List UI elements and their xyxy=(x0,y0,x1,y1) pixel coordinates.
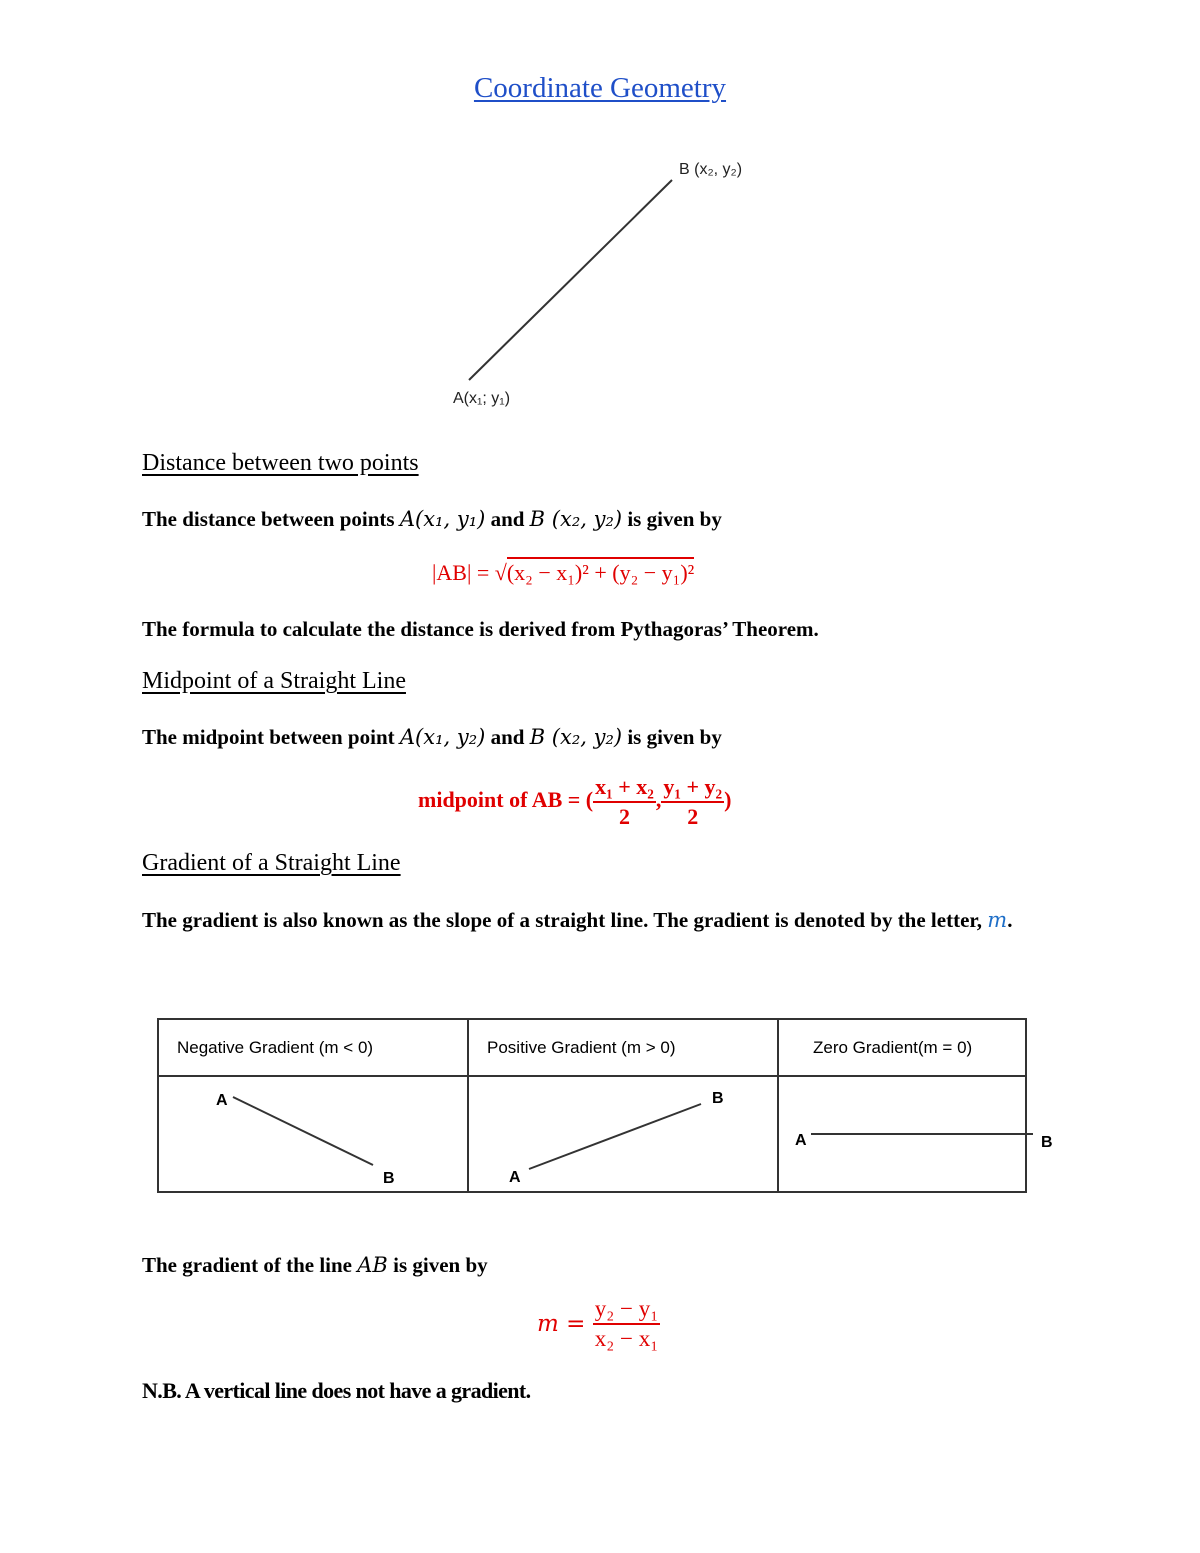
point-b-label: B (x₂, y₂) xyxy=(679,161,743,178)
table-diagram-row xyxy=(158,1076,1026,1192)
zero-point-a: A xyxy=(795,1132,807,1149)
midpoint-point-a-coord: A(x₁, y₂) xyxy=(399,725,486,749)
page-title: Coordinate Geometry xyxy=(473,72,727,104)
distance-note: The formula to calculate the distance is derived from Pythagoras’ Theorem. xyxy=(142,617,819,641)
zero-gradient-cell xyxy=(778,1076,1053,1192)
distance-formula xyxy=(432,560,694,586)
zero-gradient-line xyxy=(779,1077,1069,1191)
gradient-types-table xyxy=(157,1018,1053,1193)
distance-intro-tail: is given by xyxy=(622,507,722,531)
midpoint-intro-text: The midpoint between point xyxy=(142,725,400,749)
midpoint-intro xyxy=(142,722,722,753)
midpoint-x-denominator: 2 xyxy=(618,804,630,829)
distance-intro-text: The distance between points xyxy=(142,507,400,531)
gradient-description-text: The gradient is also known as the slope of a straight line. The gradient is denoted by the letter, xyxy=(142,908,988,932)
midpoint-y-numerator: y₁ + y₂ xyxy=(661,774,724,803)
distance-formula-radicand: (x₂ − x₁)² + (y₂ − y₁)² xyxy=(507,557,694,585)
zero-point-b: B xyxy=(1041,1134,1053,1151)
distance-intro-and: and xyxy=(485,507,530,531)
midpoint-close-paren: ) xyxy=(724,787,732,813)
gradient-numerator: y₂ − y₁ xyxy=(593,1296,661,1325)
m-letter: m xyxy=(987,908,1008,932)
gradient-formula xyxy=(537,1296,660,1352)
gradient-denominator: x₂ − x₁ xyxy=(594,1326,659,1351)
neg-point-b: B xyxy=(383,1170,395,1187)
positive-gradient-header: Positive Gradient (m > 0) xyxy=(468,1019,778,1076)
gradient-formula-intro-tail: is given by xyxy=(387,1253,488,1277)
point-b-coord: B (x₂, y₂) xyxy=(529,507,623,531)
midpoint-formula-label: midpoint of AB = ( xyxy=(418,787,594,813)
midpoint-heading: Midpoint of a Straight Line xyxy=(142,668,406,694)
pos-point-a: A xyxy=(509,1169,521,1186)
midpoint-x-fraction xyxy=(593,774,656,830)
midpoint-y-fraction xyxy=(661,774,724,830)
line-ab: AB xyxy=(357,1253,388,1277)
midpoint-intro-and: and xyxy=(485,725,530,749)
point-a-coord: A(x₁, y₁) xyxy=(399,507,486,531)
zero-gradient-header: Zero Gradient(m = 0) xyxy=(778,1019,1026,1076)
gradient-formula-intro-text: The gradient of the line xyxy=(142,1253,358,1277)
line-ab-diagram xyxy=(0,140,1200,430)
distance-formula-lhs: |AB| = xyxy=(432,560,495,585)
segment-ab xyxy=(469,180,672,380)
table-header-row xyxy=(158,1019,1026,1076)
midpoint-y-denominator: 2 xyxy=(687,804,699,829)
positive-gradient-cell xyxy=(468,1076,778,1192)
negative-gradient-cell xyxy=(158,1076,468,1192)
sqrt-symbol: √ xyxy=(494,560,507,585)
gradient-formula-intro xyxy=(142,1250,488,1281)
pos-point-b: B xyxy=(712,1090,724,1107)
midpoint-formula xyxy=(418,774,731,830)
midpoint-comma: , xyxy=(655,787,662,813)
vertical-line-note: N.B. A vertical line does not have a gradient. xyxy=(142,1378,531,1403)
distance-intro xyxy=(142,504,722,535)
distance-heading: Distance between two points xyxy=(142,450,419,476)
gradient-formula-lhs: m = xyxy=(537,1311,593,1337)
gradient-description-tail: . xyxy=(1007,908,1013,932)
negative-gradient-header: Negative Gradient (m < 0) xyxy=(158,1019,468,1076)
neg-point-a: A xyxy=(216,1092,228,1109)
negative-gradient-line xyxy=(159,1077,449,1191)
gradient-heading: Gradient of a Straight Line xyxy=(142,850,401,876)
gradient-fraction xyxy=(593,1296,661,1352)
midpoint-x-numerator: x₁ + x₂ xyxy=(593,774,656,803)
midpoint-point-b-coord: B (x₂, y₂) xyxy=(529,725,623,749)
point-a-label: A(x₁; y₁) xyxy=(453,390,511,407)
gradient-description xyxy=(142,905,1042,936)
midpoint-intro-tail: is given by xyxy=(622,725,722,749)
